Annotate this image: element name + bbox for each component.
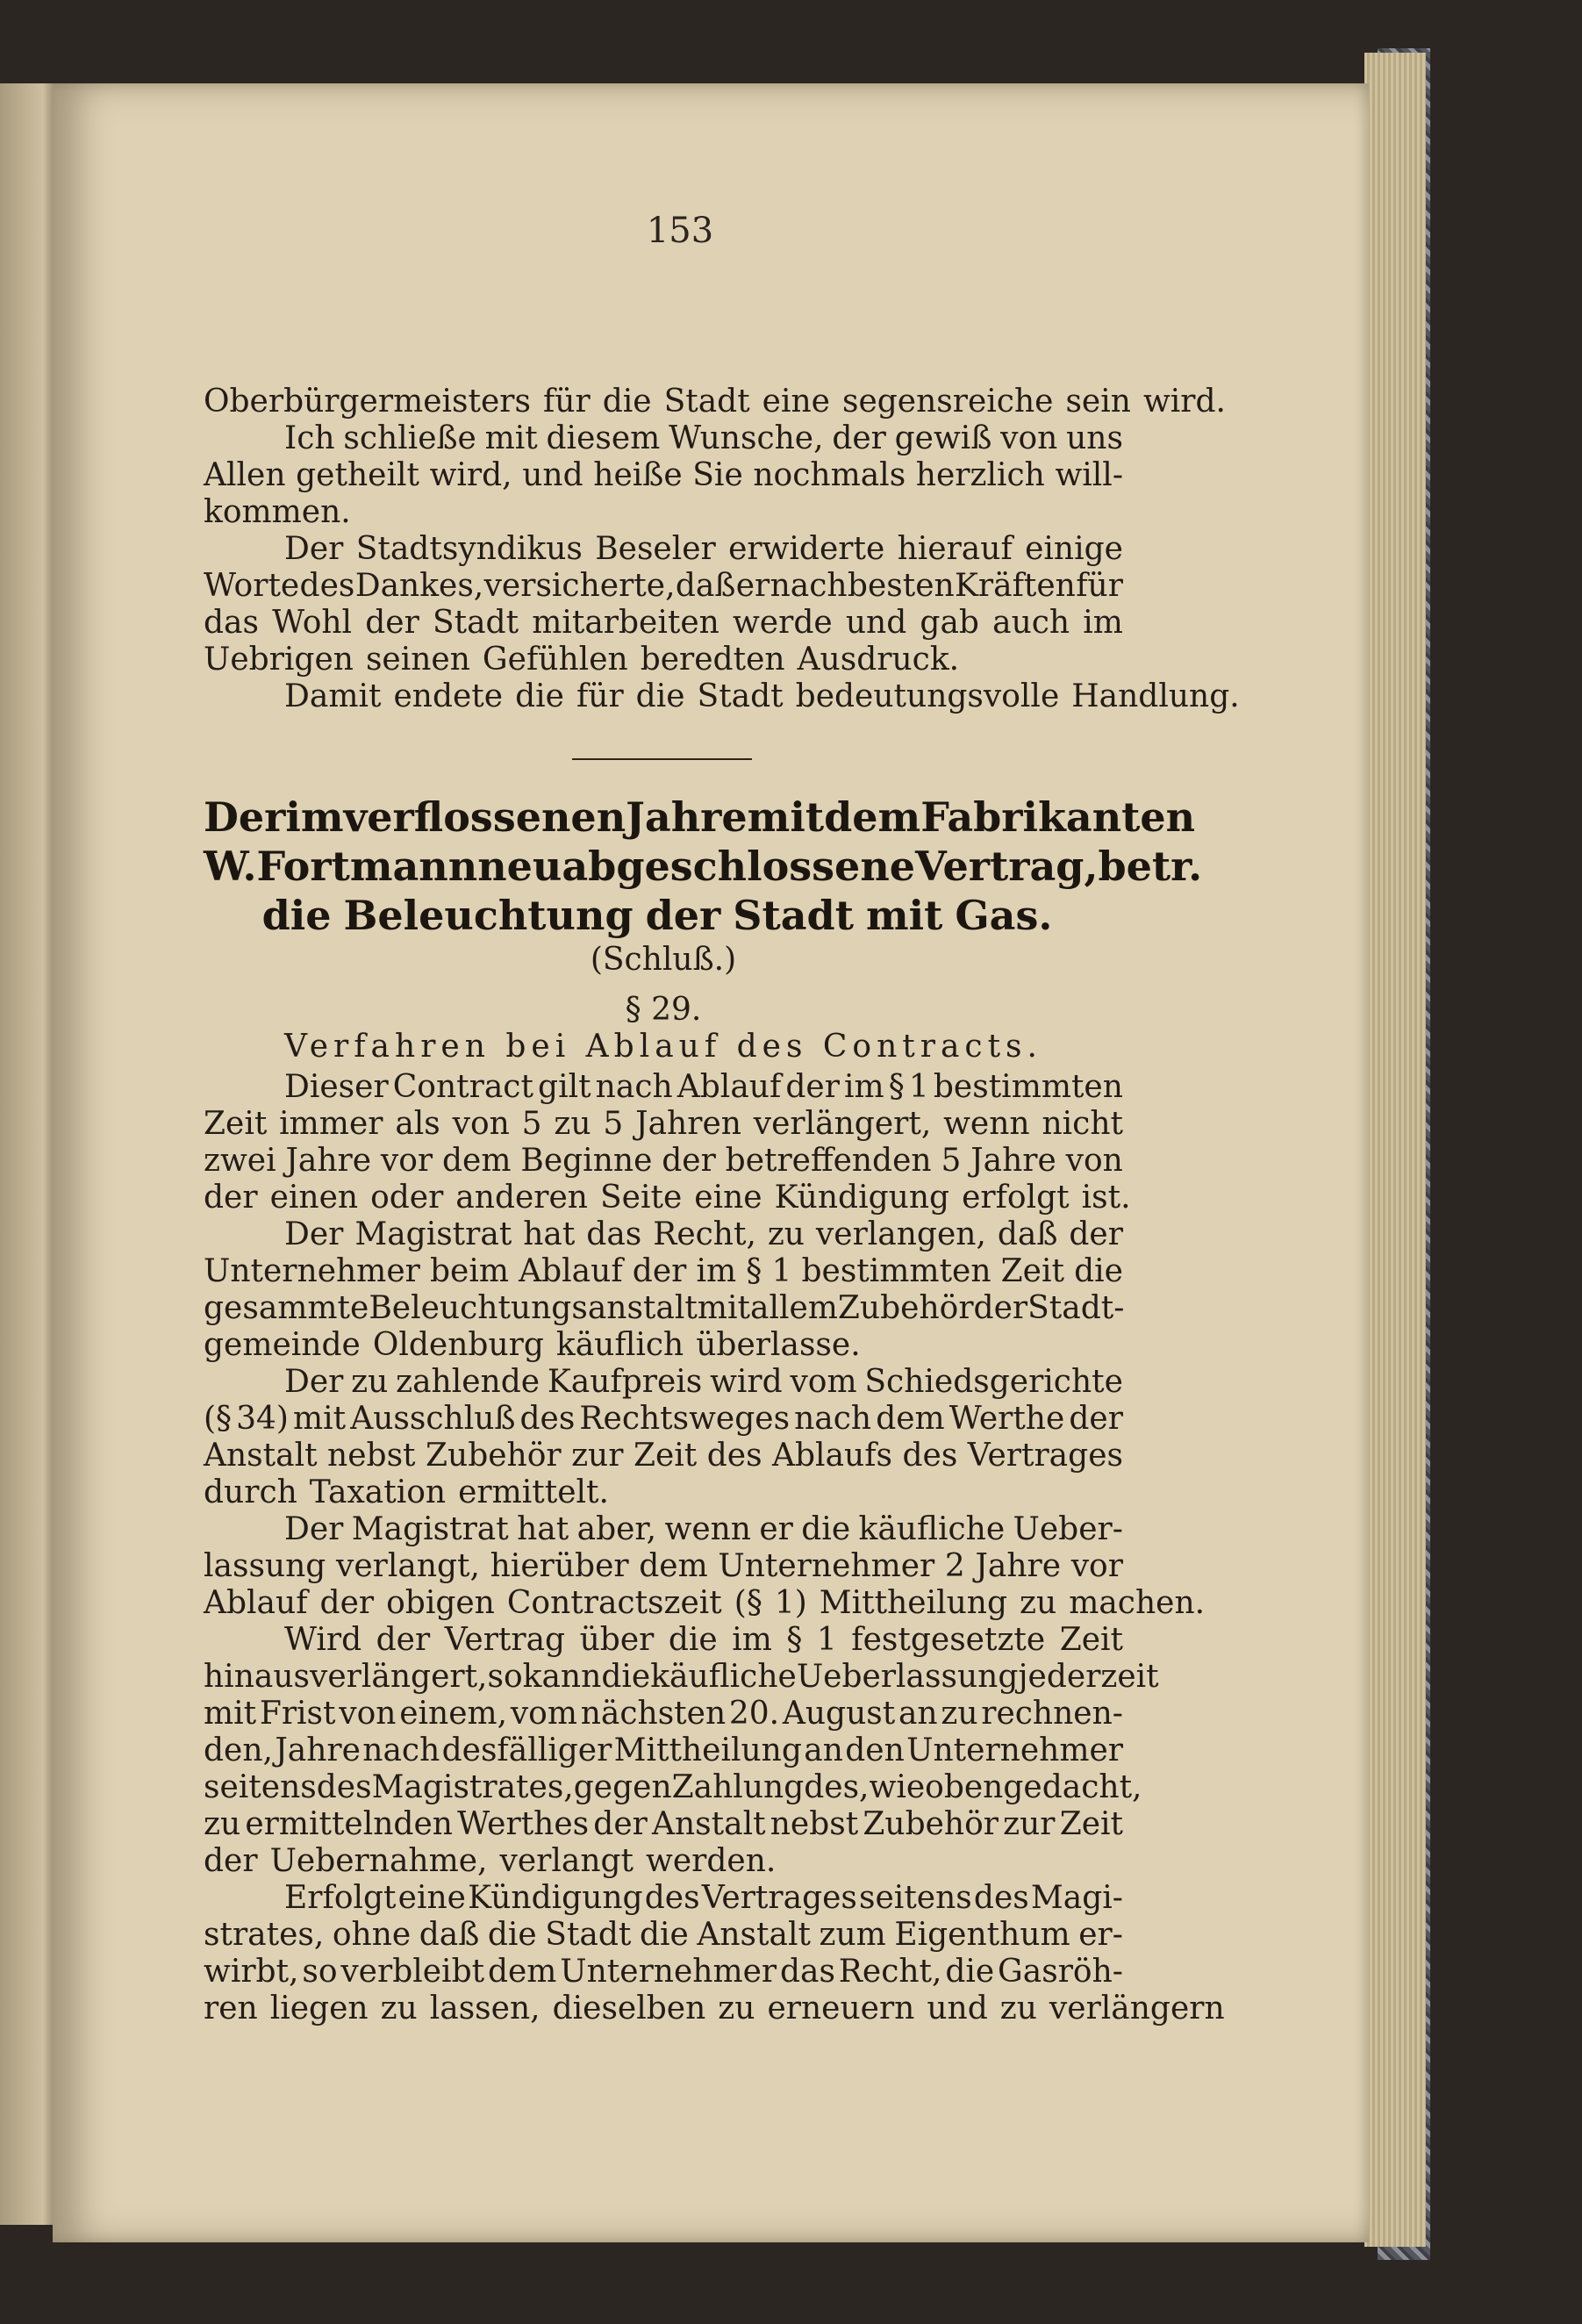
text-line: Unternehmer beim Ablauf der im § 1 bestimmten Zeit die [204,1253,1123,1289]
text-line: hinaus verlängert, so kann die käufliche Ueberlassung jederzeit [204,1659,1159,1695]
text-line: Der zu zahlende Kaufpreis wird vom Schiedsgerichte [284,1364,1123,1400]
text-line: Worte des Dankes, versicherte, daß er nach besten Kräften für [204,568,1123,604]
text-line: gesammte Beleuchtungsanstalt mit allem Zubehör der Stadt- [204,1290,1125,1326]
section-title: Verfahren bei Ablauf des Contracts. [284,1029,1042,1065]
text-line: durch Taxation ermittelt. [204,1474,609,1510]
page-stack-edge [1364,53,1426,2247]
text-line: Der Stadtsyndikus Beseler erwiderte hierauf einige [284,531,1123,567]
text-line: Ich schließe mit diesem Wunsche, der gewiß von uns [284,420,1123,456]
heading-line: Der im verflossenen Jahre mit dem Fabrikanten [204,793,1196,841]
text-line: Damit endete die für die Stadt bedeutungsvolle Handlung. [284,678,1240,714]
text-line: der Uebernahme, verlangt werden. [204,1843,777,1879]
text-line: Wird der Vertrag über die im § 1 festgesetzte Zeit [284,1622,1123,1658]
heading-line: die Beleuchtung der Stadt mit Gas. [261,892,1053,939]
heading-line: W. Fortmann neuabgeschlossene Vertrag, betr. [204,843,1203,890]
text-line: kommen. [204,494,351,530]
text-line: strates, ohne daß die Stadt die Anstalt zum Eigenthum er- [204,1917,1123,1953]
subtitle: (Schluß.) [590,942,737,978]
text-line: Ablauf der obigen Contractszeit (§ 1) Mittheilung zu machen. [204,1585,1206,1621]
text-line: zu ermittelnden Werthes der Anstalt nebst Zubehör zur Zeit [204,1806,1123,1842]
text-line: Der Magistrat hat das Recht, zu verlangen, daß der [284,1216,1123,1252]
text-line: ren liegen zu lassen, dieselben zu erneuern und zu verlängern [204,1990,1225,2026]
text-line: wirbt, so verbleibt dem Unternehmer das Recht, die Gasröh- [204,1954,1123,1990]
text-line: Erfolgt eine Kündigung des Vertrages seitens des Magi- [284,1880,1123,1916]
section-number: § 29. [625,992,702,1028]
text-line: (§ 34) mit Ausschluß des Rechtsweges nach dem Werthe der [204,1401,1123,1437]
text-line: zwei Jahre vor dem Beginne der betreffenden 5 Jahre von [204,1143,1123,1179]
text-line: Allen getheilt wird, und heiße Sie nochmals herzlich will- [204,457,1123,493]
text-line: das Wohl der Stadt mitarbeiten werde und gab auch im [204,605,1123,641]
text-line: seitens des Magistrates, gegen Zahlung des, wie oben gedacht, [204,1769,1142,1805]
text-line: Uebrigen seinen Gefühlen beredten Ausdruck. [204,642,960,678]
text-line: gemeinde Oldenburg käuflich überlasse. [204,1327,861,1363]
text-line: Der Magistrat hat aber, wenn er die käufliche Ueber- [284,1511,1123,1547]
text-line: lassung verlangt, hierüber dem Unternehmer 2 Jahre vor [204,1548,1123,1584]
text-line: Anstalt nebst Zubehör zur Zeit des Ablaufs des Vertrages [204,1438,1123,1474]
text-line: Zeit immer als von 5 zu 5 Jahren verlängert, wenn nicht [204,1106,1123,1142]
article-heading [204,793,1203,940]
text-line: den, Jahre nach desfälliger Mittheilung an den Unternehmer [204,1732,1123,1768]
body-text-top [204,384,1240,715]
text-line: mit Frist von einem, vom nächsten 20. August an zu rechnen- [204,1696,1123,1732]
section-divider [572,758,752,760]
text-line: der einen oder anderen Seite eine Kündigung erfolgt ist. [204,1180,1131,1216]
body-text-main [204,1069,1225,2027]
text-line: Dieser Contract gilt nach Ablauf der im § 1 bestimmten [284,1069,1123,1105]
page-number: 153 [646,211,714,251]
text-line: Oberbürgermeisters für die Stadt eine segensreiche sein wird. [204,384,1226,420]
